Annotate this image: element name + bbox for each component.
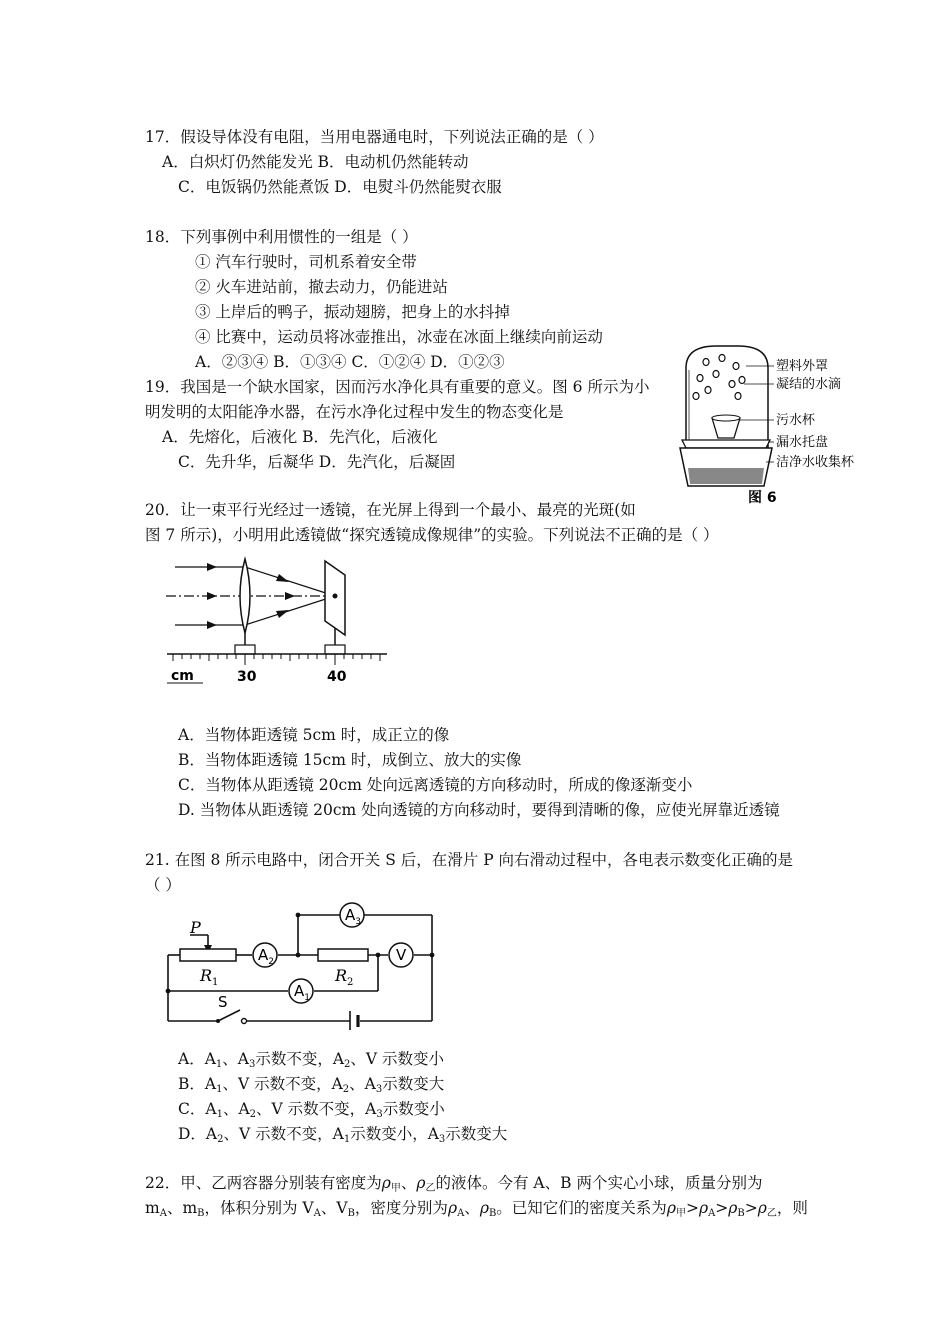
fig8-label-s: S bbox=[218, 993, 228, 1011]
fig8-meter-a3: $A_3$ bbox=[345, 906, 361, 927]
q20-option-a: A．当物体距透镜 5cm 时，成正立的像 bbox=[178, 726, 450, 744]
q19-stem-1: 19．我国是一个缺水国家，因而污水净化具有重要的意义。图 6 所示为小 bbox=[145, 378, 650, 396]
fig8-label-r2: $R_2$ bbox=[335, 966, 354, 988]
fig7-unit: cm bbox=[171, 668, 194, 684]
q19-options-cd: C．先升华，后凝华 D．先汽化，后凝固 bbox=[178, 453, 456, 471]
q17-stem: 17．假设导体没有电阻，当用电器通电时，下列说法正确的是（ ） bbox=[145, 128, 604, 146]
fig6-caption: 图 6 bbox=[748, 490, 777, 506]
q21-option-a: A．$A_1$、$A_3$示数不变，$A_2$、V 示数变小 bbox=[178, 1050, 445, 1070]
fig6-label-tray: 漏水托盘 bbox=[776, 435, 829, 450]
figure-8-circuit bbox=[160, 895, 445, 1030]
fig6-label-collector: 洁净水收集杯 bbox=[776, 455, 855, 470]
q21-stem-2: （ ） bbox=[145, 876, 181, 894]
q17-options-ab: A．白炽灯仍然能发光 B．电动机仍然能转动 bbox=[162, 153, 469, 171]
fig6-label-droplets: 凝结的水滴 bbox=[776, 377, 842, 392]
fig8-label-r1: $R_1$ bbox=[200, 966, 219, 988]
fig6-label-shell: 塑料外罩 bbox=[776, 359, 829, 374]
fig8-label-p: P bbox=[190, 918, 201, 937]
q21-option-b: B．$A_1$、V 示数不变，$A_2$、$A_3$示数变大 bbox=[178, 1075, 445, 1095]
q18-item-4: ④ 比赛中，运动员将冰壶推出，冰壶在冰面上继续向前运动 bbox=[195, 328, 603, 346]
fig6-label-sewage-cup: 污水杯 bbox=[776, 413, 816, 428]
q20-option-c: C．当物体从距透镜 20cm 处向远离透镜的方向移动时，所成的像逐渐变小 bbox=[178, 776, 693, 794]
q22-line-2: $m_A$、$m_B$，体积分别为 $V_A$、$V_B$，密度分别为$\rho_A$、$\rho_B$。已知它们的密度关系为$\rho_甲>\rho_A>\rho_B>\rho_乙$，则 bbox=[145, 1199, 808, 1219]
q18-options: A．②③④ B．①③④ C．①②④ D．①②③ bbox=[195, 353, 505, 371]
q20-stem-1: 20．让一束平行光经过一透镜，在光屏上得到一个最小、最亮的光斑(如 bbox=[145, 501, 636, 519]
fig8-meter-a1: $A_1$ bbox=[294, 982, 310, 1003]
q20-stem-2: 图 7 所示)，小明用此透镜做“探究透镜成像规律”的实验。下列说法不正确的是（ ） bbox=[145, 526, 719, 544]
fig8-meter-v: V bbox=[396, 946, 407, 964]
q17-options-cd: C．电饭锅仍然能煮饭 D．电熨斗仍然能熨衣服 bbox=[178, 178, 502, 196]
fig7-tick-30: 30 bbox=[237, 669, 257, 685]
q18-item-3: ③ 上岸后的鸭子，振动翅膀，把身上的水抖掉 bbox=[195, 303, 510, 321]
q19-options-ab: A．先熔化，后液化 B．先汽化，后液化 bbox=[162, 428, 438, 446]
q21-option-c: C．$A_1$、$A_2$、V 示数不变，$A_3$示数变小 bbox=[178, 1100, 445, 1120]
q22-line-1: 22．甲、乙两容器分别装有密度为$\rho_甲$、$\rho_乙$的液体。今有 A、B 两个实心小球，质量分别为 bbox=[145, 1174, 763, 1194]
q20-option-d: D. 当物体从距透镜 20cm 处向透镜的方向移动时，要得到清晰的像，应使光屏靠近透镜 bbox=[178, 801, 780, 819]
figure-7-lens-bench bbox=[163, 555, 403, 690]
figure-6-solar-purifier bbox=[676, 340, 876, 510]
q18-item-2: ② 火车进站前，撤去动力，仍能进站 bbox=[195, 278, 448, 296]
fig8-meter-a2: $A_2$ bbox=[258, 946, 274, 967]
q21-stem-1: 21. 在图 8 所示电路中，闭合开关 S 后，在滑片 P 向右滑动过程中，各电表示数变化正确的是 bbox=[145, 851, 794, 869]
q18-stem: 18．下列事例中利用惯性的一组是（ ） bbox=[145, 228, 418, 246]
q21-option-d: D．$A_2$、V 示数不变，$A_1$示数变小，$A_3$示数变大 bbox=[178, 1125, 508, 1145]
q19-stem-2: 明发明的太阳能净水器，在污水净化过程中发生的物态变化是 bbox=[145, 403, 564, 421]
q20-option-b: B．当物体距透镜 15cm 时，成倒立、放大的实像 bbox=[178, 751, 522, 769]
fig7-tick-40: 40 bbox=[327, 669, 347, 685]
q18-item-1: ① 汽车行驶时，司机系着安全带 bbox=[195, 253, 417, 271]
